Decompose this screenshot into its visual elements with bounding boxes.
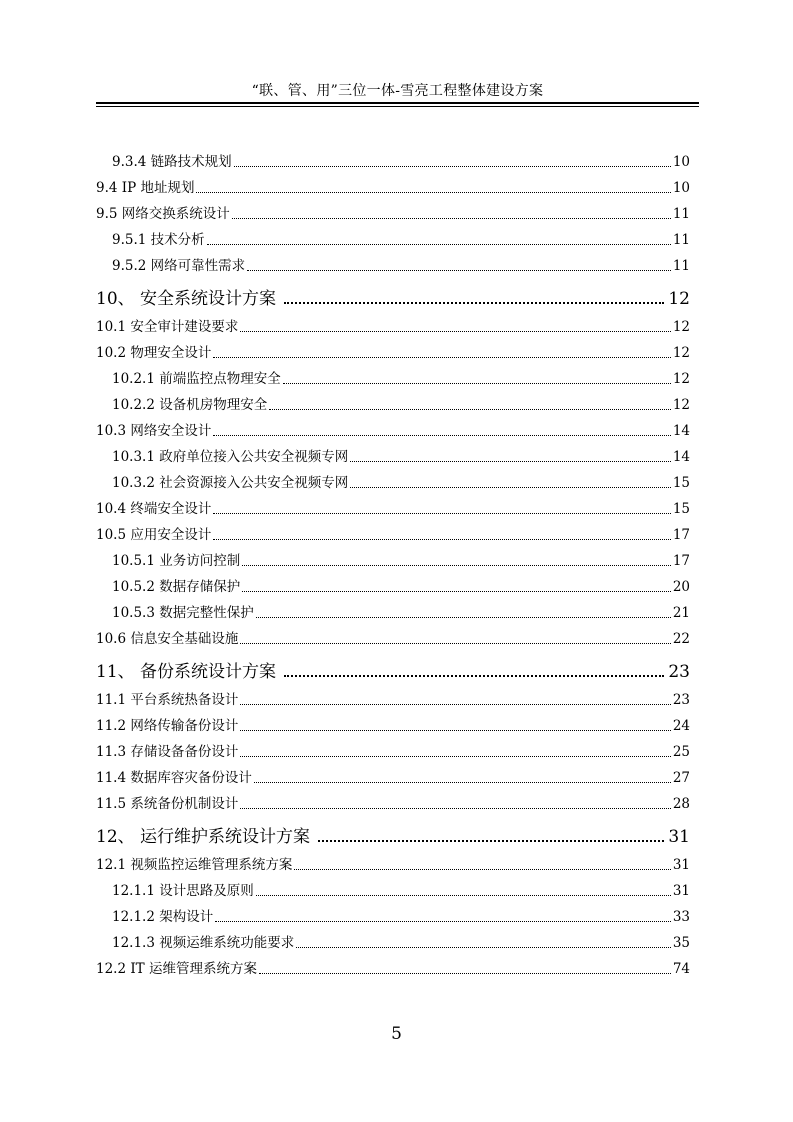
toc-entry-title: 9.5 网络交换系统设计 xyxy=(96,206,230,222)
toc-entry-page: 11 xyxy=(672,232,690,248)
toc-chapter-entry[interactable] xyxy=(96,647,690,682)
toc-entry-page: 27 xyxy=(672,770,690,786)
toc-chapter-entry[interactable] xyxy=(96,812,690,847)
toc-entry[interactable] xyxy=(96,760,690,786)
toc-entry-title: 12、 运行维护系统设计方案 xyxy=(96,827,311,847)
toc-entry-title: 10.2.2 设备机房物理安全 xyxy=(112,397,268,413)
toc-entry-page: 12 xyxy=(672,345,690,361)
toc-entry[interactable] xyxy=(96,309,690,335)
toc-entry[interactable] xyxy=(96,734,690,760)
toc-entry-page: 21 xyxy=(672,605,690,621)
toc-entry[interactable] xyxy=(96,543,690,569)
toc-entry-title: 9.5.1 技术分析 xyxy=(112,232,205,248)
toc-dot-leader xyxy=(269,409,671,410)
toc-dot-leader xyxy=(213,435,670,436)
toc-dot-leader xyxy=(350,487,671,488)
header-rule-thin xyxy=(96,106,699,107)
toc-entry-title: 11.4 数据库容灾备份设计 xyxy=(96,770,252,786)
toc-entry-title: 11.5 系统备份机制设计 xyxy=(96,796,239,812)
toc-dot-leader xyxy=(283,383,671,384)
toc-dot-leader xyxy=(240,756,670,757)
toc-entry-page: 28 xyxy=(672,796,690,812)
toc-dot-leader xyxy=(259,973,671,974)
toc-dot-leader xyxy=(318,840,664,842)
toc-dot-leader xyxy=(240,704,670,705)
toc-entry[interactable] xyxy=(96,621,690,647)
toc-entry-page: 35 xyxy=(672,935,690,951)
toc-entry-title: 10.3.2 社会资源接入公共安全视频专网 xyxy=(112,475,349,491)
toc-entry[interactable] xyxy=(96,925,690,951)
toc-entry[interactable] xyxy=(96,465,690,491)
toc-entry[interactable] xyxy=(96,682,690,708)
toc-dot-leader xyxy=(213,539,670,540)
toc-dot-leader xyxy=(240,331,670,332)
toc-entry-title: 10.2.1 前端监控点物理安全 xyxy=(112,371,281,387)
toc-dot-leader xyxy=(234,166,671,167)
toc-entry[interactable] xyxy=(96,951,690,977)
toc-dot-leader xyxy=(242,565,671,566)
toc-entry-title: 10.2 物理安全设计 xyxy=(96,345,212,361)
toc-entry-title: 10.1 安全审计建设要求 xyxy=(96,319,239,335)
toc-entry[interactable] xyxy=(96,517,690,543)
toc-entry-page: 20 xyxy=(672,579,690,595)
toc-entry-page: 23 xyxy=(668,662,690,682)
toc-dot-leader xyxy=(207,244,671,245)
toc-entry-title: 10.5.3 数据完整性保护 xyxy=(112,605,254,621)
toc-entry[interactable] xyxy=(96,144,690,170)
toc-entry-page: 17 xyxy=(672,527,690,543)
toc-chapter-entry[interactable] xyxy=(96,274,690,309)
toc-entry-title: 11.2 网络传输备份设计 xyxy=(96,718,239,734)
toc-entry[interactable] xyxy=(96,899,690,925)
toc-entry[interactable] xyxy=(96,222,690,248)
toc-dot-leader xyxy=(294,869,670,870)
toc-entry-page: 15 xyxy=(672,501,690,517)
toc-dot-leader xyxy=(240,730,670,731)
toc-entry-page: 33 xyxy=(672,909,690,925)
toc-entry-page: 25 xyxy=(672,744,690,760)
toc-entry-page: 14 xyxy=(672,449,690,465)
toc-entry[interactable] xyxy=(96,873,690,899)
toc-entry-title: 9.3.4 链路技术规划 xyxy=(112,154,232,170)
toc-dot-leader xyxy=(213,513,670,514)
toc-entry[interactable] xyxy=(96,491,690,517)
toc-entry[interactable] xyxy=(96,387,690,413)
toc-dot-leader xyxy=(256,617,671,618)
toc-dot-leader xyxy=(196,192,670,193)
toc-entry-page: 11 xyxy=(672,206,690,222)
toc-dot-leader xyxy=(284,302,664,304)
toc-entry-page: 31 xyxy=(668,827,690,847)
toc-entry-title: 12.1.3 视频运维系统功能要求 xyxy=(112,935,295,951)
toc-entry-title: 11、 备份系统设计方案 xyxy=(96,662,277,682)
toc-dot-leader xyxy=(242,591,671,592)
toc-entry-page: 24 xyxy=(672,718,690,734)
toc-entry-title: 9.5.2 网络可靠性需求 xyxy=(112,258,246,274)
toc-entry-title: 10.5.1 业务访问控制 xyxy=(112,553,241,569)
toc-entry-title: 10.6 信息安全基础设施 xyxy=(96,631,239,647)
toc-entry[interactable] xyxy=(96,439,690,465)
toc-entry-page: 22 xyxy=(672,631,690,647)
toc-entry-title: 12.1.1 设计思路及原则 xyxy=(112,883,254,899)
toc-entry-title: 11.3 存储设备备份设计 xyxy=(96,744,239,760)
toc-entry[interactable] xyxy=(96,786,690,812)
toc-dot-leader xyxy=(240,808,670,809)
toc-entry-page: 74 xyxy=(672,961,690,977)
toc-entry-page: 23 xyxy=(672,692,690,708)
toc-dot-leader xyxy=(215,921,671,922)
toc-entry-title: 12.1 视频监控运维管理系统方案 xyxy=(96,857,293,873)
toc-dot-leader xyxy=(247,270,671,271)
toc-entry-page: 12 xyxy=(672,319,690,335)
toc-entry-page: 12 xyxy=(672,397,690,413)
toc-entry-page: 12 xyxy=(672,371,690,387)
toc-entry[interactable] xyxy=(96,569,690,595)
toc-entry-title: 10.3.1 政府单位接入公共安全视频专网 xyxy=(112,449,349,465)
table-of-contents xyxy=(96,144,690,977)
toc-entry[interactable] xyxy=(96,595,690,621)
toc-entry-title: 10.4 终端安全设计 xyxy=(96,501,212,517)
toc-entry[interactable] xyxy=(96,847,690,873)
toc-entry-title: 10.5 应用安全设计 xyxy=(96,527,212,543)
page-number: 5 xyxy=(391,1024,402,1044)
toc-dot-leader xyxy=(240,643,670,644)
toc-dot-leader xyxy=(213,357,670,358)
toc-entry[interactable] xyxy=(96,413,690,439)
toc-entry-title: 12.1.2 架构设计 xyxy=(112,909,214,925)
toc-entry[interactable] xyxy=(96,361,690,387)
toc-dot-leader xyxy=(256,895,671,896)
toc-entry-page: 15 xyxy=(672,475,690,491)
toc-dot-leader xyxy=(296,947,671,948)
toc-dot-leader xyxy=(254,782,671,783)
toc-entry[interactable] xyxy=(96,248,690,274)
toc-entry-page: 12 xyxy=(668,289,690,309)
toc-entry-title: 10.5.2 数据存储保护 xyxy=(112,579,241,595)
toc-entry-page: 11 xyxy=(672,258,690,274)
toc-entry-title: 12.2 IT 运维管理系统方案 xyxy=(96,961,257,977)
toc-entry-page: 14 xyxy=(672,423,690,439)
toc-dot-leader xyxy=(232,218,671,219)
toc-entry[interactable] xyxy=(96,170,690,196)
header-rule xyxy=(96,102,699,104)
toc-entry-title: 10.3 网络安全设计 xyxy=(96,423,212,439)
toc-entry-page: 31 xyxy=(672,857,690,873)
toc-entry-page: 17 xyxy=(672,553,690,569)
toc-entry[interactable] xyxy=(96,335,690,361)
toc-entry-title: 11.1 平台系统热备设计 xyxy=(96,692,239,708)
toc-dot-leader xyxy=(284,675,664,677)
page-header-title: “联、管、用”三位一体-雪亮工程整体建设方案 xyxy=(251,83,544,99)
toc-entry-page: 10 xyxy=(672,154,690,170)
toc-entry-page: 10 xyxy=(672,180,690,196)
toc-dot-leader xyxy=(350,461,671,462)
toc-entry-title: 9.4 IP 地址规划 xyxy=(96,180,195,196)
toc-entry-title: 10、 安全系统设计方案 xyxy=(96,289,277,309)
toc-entry-page: 31 xyxy=(672,883,690,899)
toc-entry[interactable] xyxy=(96,708,690,734)
toc-entry[interactable] xyxy=(96,196,690,222)
